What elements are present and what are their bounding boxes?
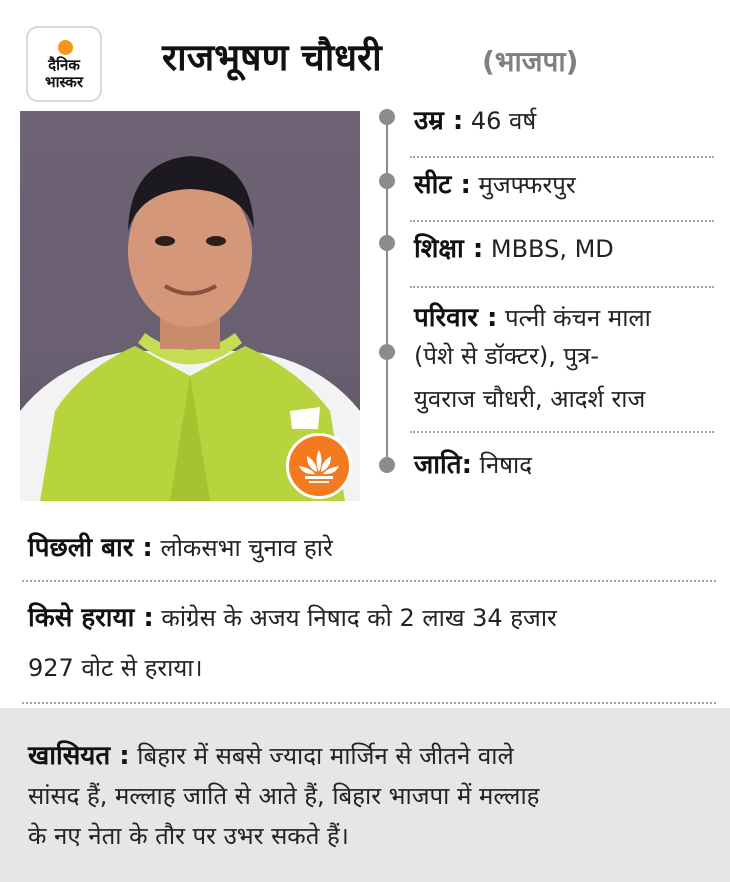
defeated-row: [28, 598, 557, 638]
sun-icon: [58, 40, 73, 55]
seat-label: सीट :: [414, 170, 471, 200]
speciality-panel: [0, 708, 730, 882]
defeated-value: कांग्रेस के अजय निषाद को 2 लाख 34 हजार: [153, 604, 557, 632]
family-row: [414, 301, 651, 335]
party-label: (भाजपा): [482, 45, 579, 78]
divider: [410, 220, 714, 222]
caste-row: [414, 448, 532, 482]
education-row: [414, 232, 614, 266]
logo-line-1: दैनिक: [48, 56, 80, 74]
divider: [22, 580, 716, 582]
divider: [410, 431, 714, 433]
last-time-value: लोकसभा चुनाव हारे: [152, 534, 333, 562]
family-row-3: युवराज चौधरी, आदर्श राज: [414, 385, 646, 413]
divider: [410, 156, 714, 158]
timeline-dot: [379, 235, 395, 251]
divider: [22, 702, 716, 704]
speciality-line-1: [28, 736, 708, 776]
seat-value: मुजफ्फरपुर: [470, 171, 576, 199]
defeated-label: किसे हराया :: [28, 603, 154, 633]
last-time-row: [28, 528, 333, 568]
age-row: [414, 104, 536, 138]
age-value: 46 वर्ष: [463, 107, 537, 135]
speciality-line-2: सांसद हैं, मल्लाह जाति से आते हैं, बिहार भाजपा में मल्लाह: [28, 782, 540, 810]
defeated-row-2: 927 वोट से हराया।: [28, 654, 203, 682]
age-label: उम्र :: [414, 106, 464, 136]
page-title: राजभूषण चौधरी: [162, 36, 382, 79]
timeline-line: [386, 112, 388, 470]
caste-value: निषाद: [471, 451, 532, 479]
logo-line-2: भास्कर: [45, 73, 83, 91]
timeline-dot: [379, 344, 395, 360]
lotus-icon: [286, 433, 352, 499]
education-label: शिक्षा :: [414, 234, 484, 264]
last-time-label: पिछली बार :: [28, 533, 153, 563]
timeline-dot: [379, 457, 395, 473]
speciality-line-3: के नए नेता के तौर पर उभर सकते हैं।: [28, 822, 349, 850]
family-value: पत्नी कंचन माला: [497, 304, 651, 332]
caste-label: जाति:: [414, 450, 472, 480]
speciality-label: खासियत :: [28, 741, 130, 771]
divider: [410, 286, 714, 288]
dainik-bhaskar-logo: [26, 26, 102, 102]
seat-row: [414, 168, 576, 202]
family-label: परिवार :: [414, 303, 498, 333]
speciality-text: [28, 736, 708, 856]
speciality-value: बिहार में सबसे ज्यादा मार्जिन से जीतने वाले: [129, 742, 514, 770]
family-row-2: (पेशे से डॉक्टर), पुत्र-: [414, 342, 600, 370]
education-value: MBBS, MD: [483, 235, 614, 263]
timeline-dot: [379, 173, 395, 189]
timeline-dot: [379, 109, 395, 125]
